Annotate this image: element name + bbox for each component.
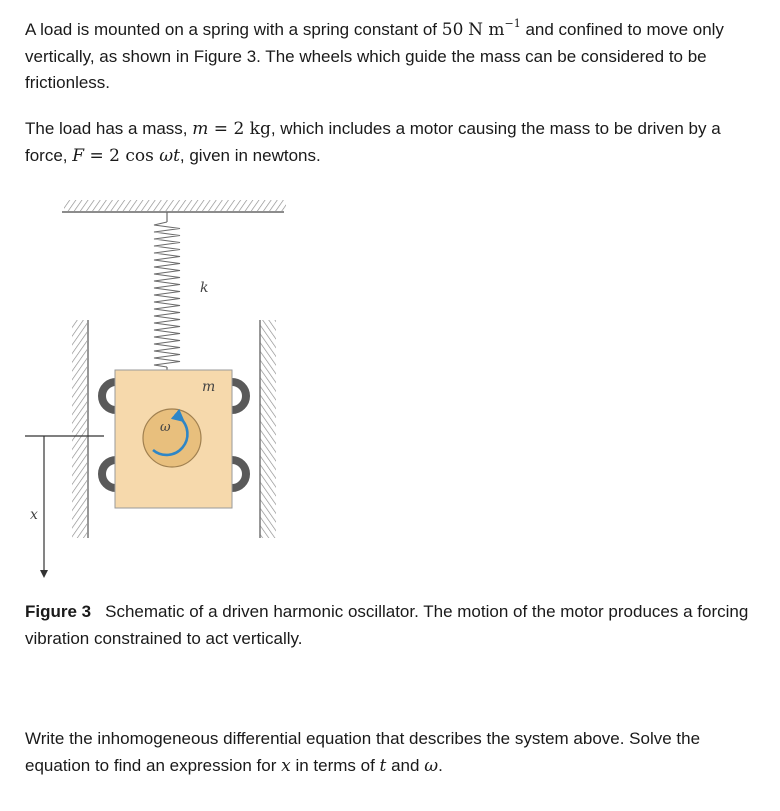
x-axis-label: x: [30, 507, 38, 523]
wheel-top-right: [232, 382, 246, 410]
spring-constant-unit: N m: [468, 20, 505, 40]
ceiling: [62, 200, 286, 212]
left-wall: [72, 320, 88, 538]
question-paragraph: Write the inhomogeneous differential equation that describes the system above. Solve the equation to find an expression for x in terms of t and ω.: [25, 729, 701, 776]
force-expression: = 2 cos: [84, 145, 160, 166]
right-wall: [260, 320, 276, 538]
mass-symbol: m: [192, 119, 209, 139]
wheel-bottom-right: [232, 460, 246, 488]
mass-value: = 2 kg: [208, 119, 271, 139]
force-symbol: F: [72, 145, 85, 166]
omega-symbol: ω: [424, 755, 439, 776]
t-symbol: t: [379, 755, 387, 776]
intro-paragraph: A load is mounted on a spring with a spring constant of 50 N $m^{-1}$ and confined to move only vertically, as shown in Figure 3. The wheels which guide the mass can be considered to be frictionless.: [25, 17, 724, 92]
figure-caption: [25, 599, 760, 652]
oscillator-figure: [20, 192, 300, 588]
motor: [143, 409, 201, 467]
wheel-bottom-left: [102, 460, 116, 488]
omega-t: ωt: [159, 145, 180, 166]
spring: [154, 212, 180, 370]
unit-exponent: −1: [504, 17, 521, 30]
wheel-top-left: [102, 382, 116, 410]
spring-constant-value: 50: [441, 20, 464, 40]
mass-paragraph: The load has a mass, m = 2 kg, which includes a motor causing the mass to be driven by a force, F = 2 cos ωt, given in newtons.: [25, 119, 721, 166]
x-symbol: x: [281, 755, 291, 776]
mass-label: m: [202, 379, 216, 395]
spring-label: k: [200, 280, 209, 296]
caption-text: Schematic of a driven harmonic oscillator. The motion of the motor produces a forcing vibration constrained to act vertically.: [25, 602, 749, 648]
motor-label: ω: [160, 420, 171, 435]
caption-label: Figure 3: [25, 602, 92, 621]
